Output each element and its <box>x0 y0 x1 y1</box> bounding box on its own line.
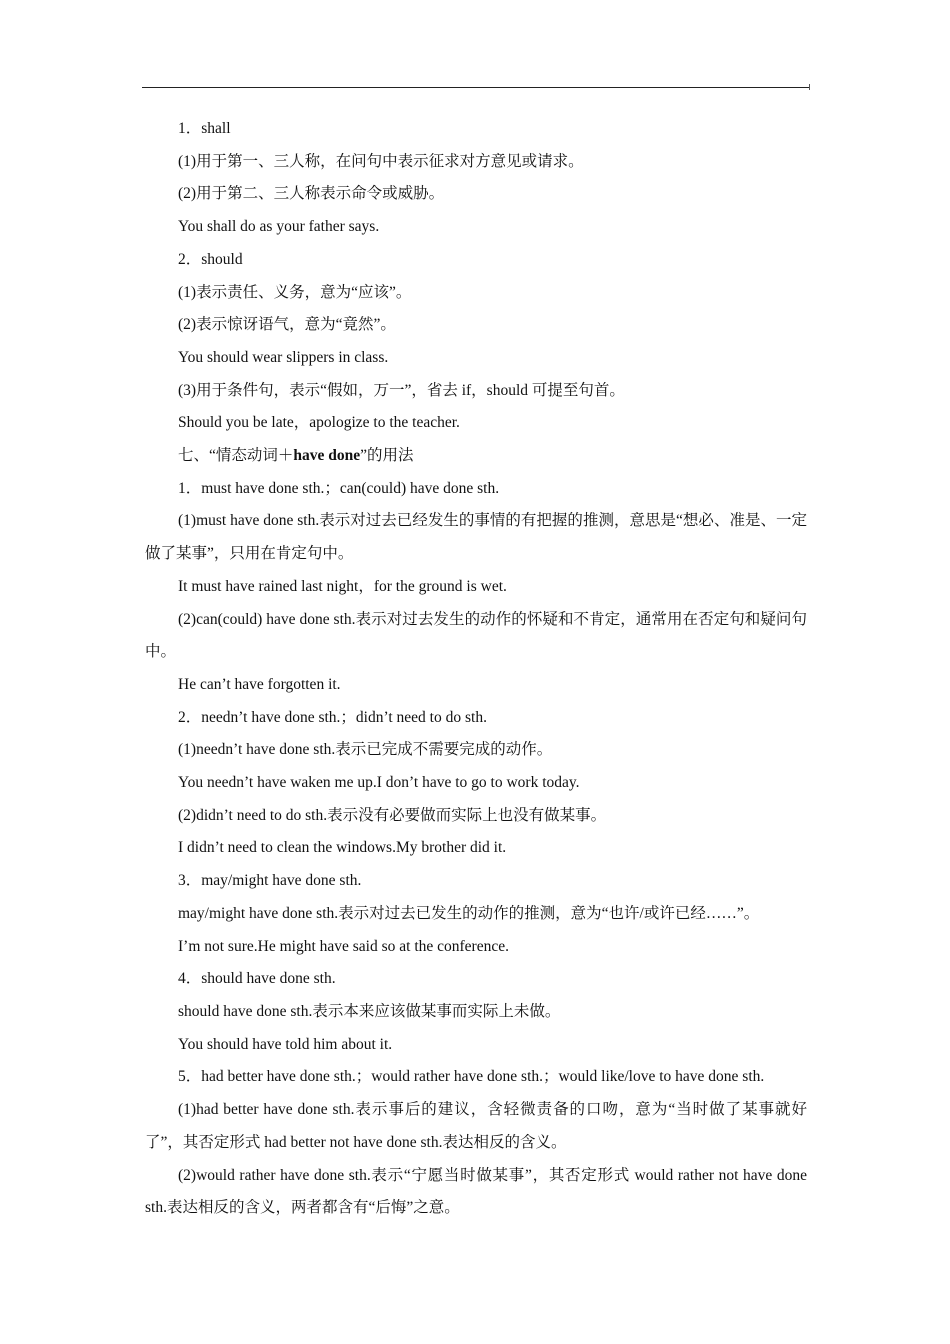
heading-should-have-done: 4．should have done sth. <box>178 970 336 988</box>
must-have-done-example: It must have rained last night，for the ground is wet. <box>178 577 507 595</box>
should-example-1: You should wear slippers in class. <box>178 348 389 366</box>
must-have-done-usage: (1)must have done sth.表示对过去已经发生的事情的有把握的推测，意思是“想必、准是、一定做了某事”，只用在肯定句中。 <box>145 512 807 563</box>
should-usage-3: (3)用于条件句，表示“假如，万一”，省去 if，should 可提至句首。 <box>178 381 625 399</box>
document-body <box>145 113 807 1225</box>
heading-neednt-have-done: 2．needn’t have done sth.；didn’t need to do sth. <box>178 708 487 726</box>
heading-may-might-have-done: 3．may/might have done sth. <box>178 872 362 890</box>
should-have-done-example: You should have told him about it. <box>178 1035 393 1053</box>
should-example-2: Should you be late，apologize to the teacher. <box>178 414 460 432</box>
section-heading-bold: have done <box>293 447 361 465</box>
neednt-have-done-example: You needn’t have waken me up.I don’t have to go to work today. <box>178 774 580 792</box>
may-might-have-done-example: I’m not sure.He might have said so at the conference. <box>178 937 509 955</box>
heading-should: 2．should <box>178 250 243 268</box>
didnt-need-example: I didn’t need to clean the windows.My brother did it. <box>178 839 507 857</box>
didnt-need-usage: (2)didn’t need to do sth.表示没有必要做而实际上也没有做某事。 <box>178 806 607 824</box>
shall-example: You shall do as your father says. <box>178 218 380 236</box>
had-better-have-done-usage: (1)had better have done sth.表示事后的建议，含轻微责备的口吻，意为“当时做了某事就好了”，其否定形式 had better not have done sth.表达相反的含义。 <box>145 1101 807 1151</box>
should-usage-2: (2)表示惊讶语气，意为“竟然”。 <box>178 316 396 334</box>
would-rather-have-done-usage: (2)would rather have done sth.表示“宁愿当时做某事”，其否定形式 would rather not have done sth.表达相反的含义，两者都含有“后悔”之意。 <box>145 1166 807 1217</box>
shall-usage-1: (1)用于第一、三人称，在问句中表示征求对方意见或请求。 <box>178 152 584 170</box>
heading-must-can-have-done: 1．must have done sth.；can(could) have done sth. <box>178 479 500 497</box>
heading-had-better-would-rather: 5．had better have done sth.；would rather have done sth.；would like/love to have done sth. <box>178 1068 765 1086</box>
should-have-done-usage: should have done sth.表示本来应该做某事而实际上未做。 <box>178 1002 561 1020</box>
heading-shall: 1．shall <box>178 120 231 137</box>
section-heading-prefix: 七、“情态动词＋ <box>178 447 294 465</box>
can-have-done-example: He can’t have forgotten it. <box>178 675 341 693</box>
should-usage-1: (1)表示责任、义务，意为“应该”。 <box>178 283 412 301</box>
section-heading-seven <box>145 440 807 473</box>
may-might-have-done-usage: may/might have done sth.表示对过去已发生的动作的推测，意为“也许/或许已经……”。 <box>178 904 760 922</box>
section-heading-suffix: ”的用法 <box>360 447 414 465</box>
header-rule-end-mark <box>809 84 810 90</box>
shall-usage-2: (2)用于第二、三人称表示命令或威胁。 <box>178 185 445 203</box>
can-have-done-usage: (2)can(could) have done sth.表示对过去发生的动作的怀疑和不肯定，通常用在否定句和疑问句中。 <box>145 610 807 661</box>
neednt-have-done-usage: (1)needn’t have done sth.表示已完成不需要完成的动作。 <box>178 741 553 759</box>
header-rule <box>142 87 809 88</box>
